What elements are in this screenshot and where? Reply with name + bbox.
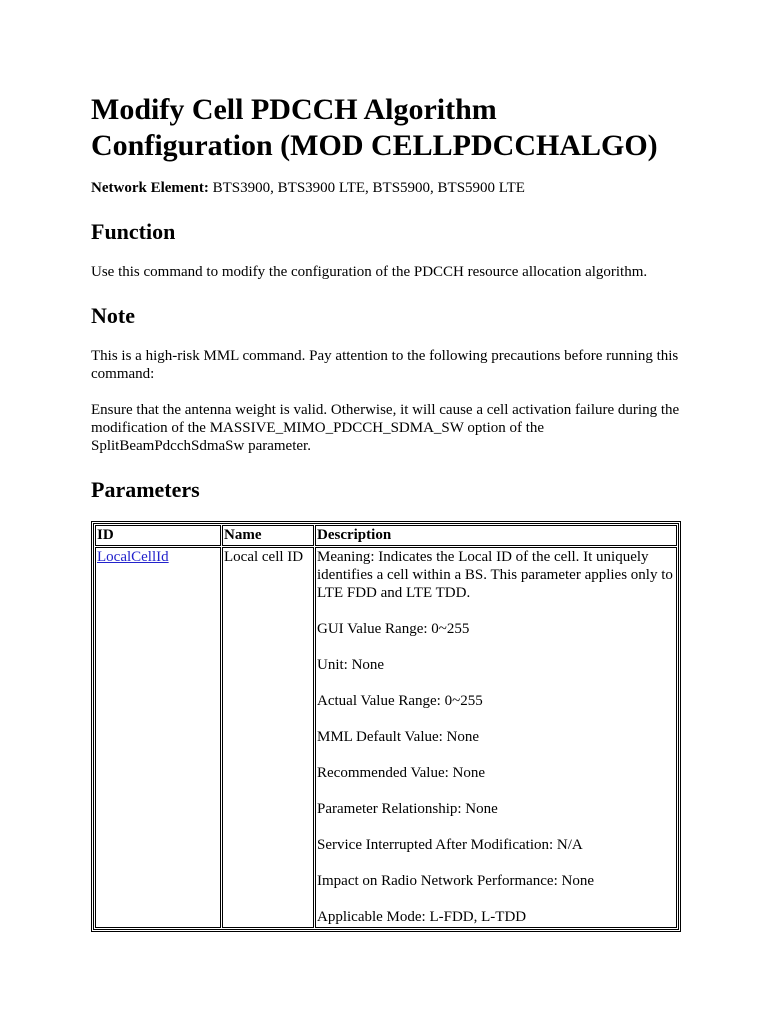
column-header-id: ID: [95, 525, 221, 546]
note-paragraph-risk: This is a high-risk MML command. Pay attention to the following precautions before running this command:: [91, 348, 679, 382]
column-header-description: Description: [315, 525, 677, 546]
note-heading: Note: [91, 303, 135, 328]
note-paragraph-antenna: Ensure that the antenna weight is valid. Otherwise, it will cause a cell activation failure during the modification of the MASSIVE_MIMO_PDCCH_SDMA_SW option of the SplitBeamPdcchSdmaSw parameter.: [91, 402, 680, 454]
column-header-name: Name: [222, 525, 314, 546]
description-actual-value-range: Actual Value Range: 0~255: [317, 693, 483, 709]
param-id-link-localcellid[interactable]: LocalCellId: [97, 549, 169, 565]
description-applicable-mode: Applicable Mode: L-FDD, L-TDD: [317, 909, 527, 925]
description-parameter-relationship: Parameter Relationship: None: [317, 801, 498, 817]
network-element-line: [91, 179, 681, 197]
description-service-interrupted: Service Interrupted After Modification: N/A: [317, 837, 583, 853]
parameters-table: [91, 521, 681, 932]
param-id-cell: [95, 547, 221, 928]
description-meaning: Meaning: Indicates the Local ID of the cell. It uniquely identifies a cell within a BS. This parameter applies only to LTE FDD and LTE TDD.: [317, 549, 673, 601]
description-gui-value-range: GUI Value Range: 0~255: [317, 621, 470, 637]
table-header-row: [95, 525, 677, 546]
document-page: [91, 92, 681, 932]
function-text: Use this command to modify the configuration of the PDCCH resource allocation algorithm.: [91, 264, 648, 280]
description-unit: Unit: None: [317, 657, 385, 673]
page-title: Modify Cell PDCCH Algorithm Configuration (MOD CELLPDCCHALGO): [91, 93, 658, 162]
table-row: [95, 547, 677, 928]
function-heading: Function: [91, 219, 176, 244]
param-name-cell: Local cell ID: [222, 547, 314, 928]
parameters-heading: Parameters: [91, 477, 200, 502]
description-mml-default-value: MML Default Value: None: [317, 729, 480, 745]
network-element-label: Network Element:: [91, 180, 209, 196]
param-description-cell: [315, 547, 677, 928]
description-impact-on-performance: Impact on Radio Network Performance: None: [317, 873, 594, 889]
network-element-value: BTS3900, BTS3900 LTE, BTS5900, BTS5900 LTE: [208, 180, 525, 196]
description-recommended-value: Recommended Value: None: [317, 765, 486, 781]
